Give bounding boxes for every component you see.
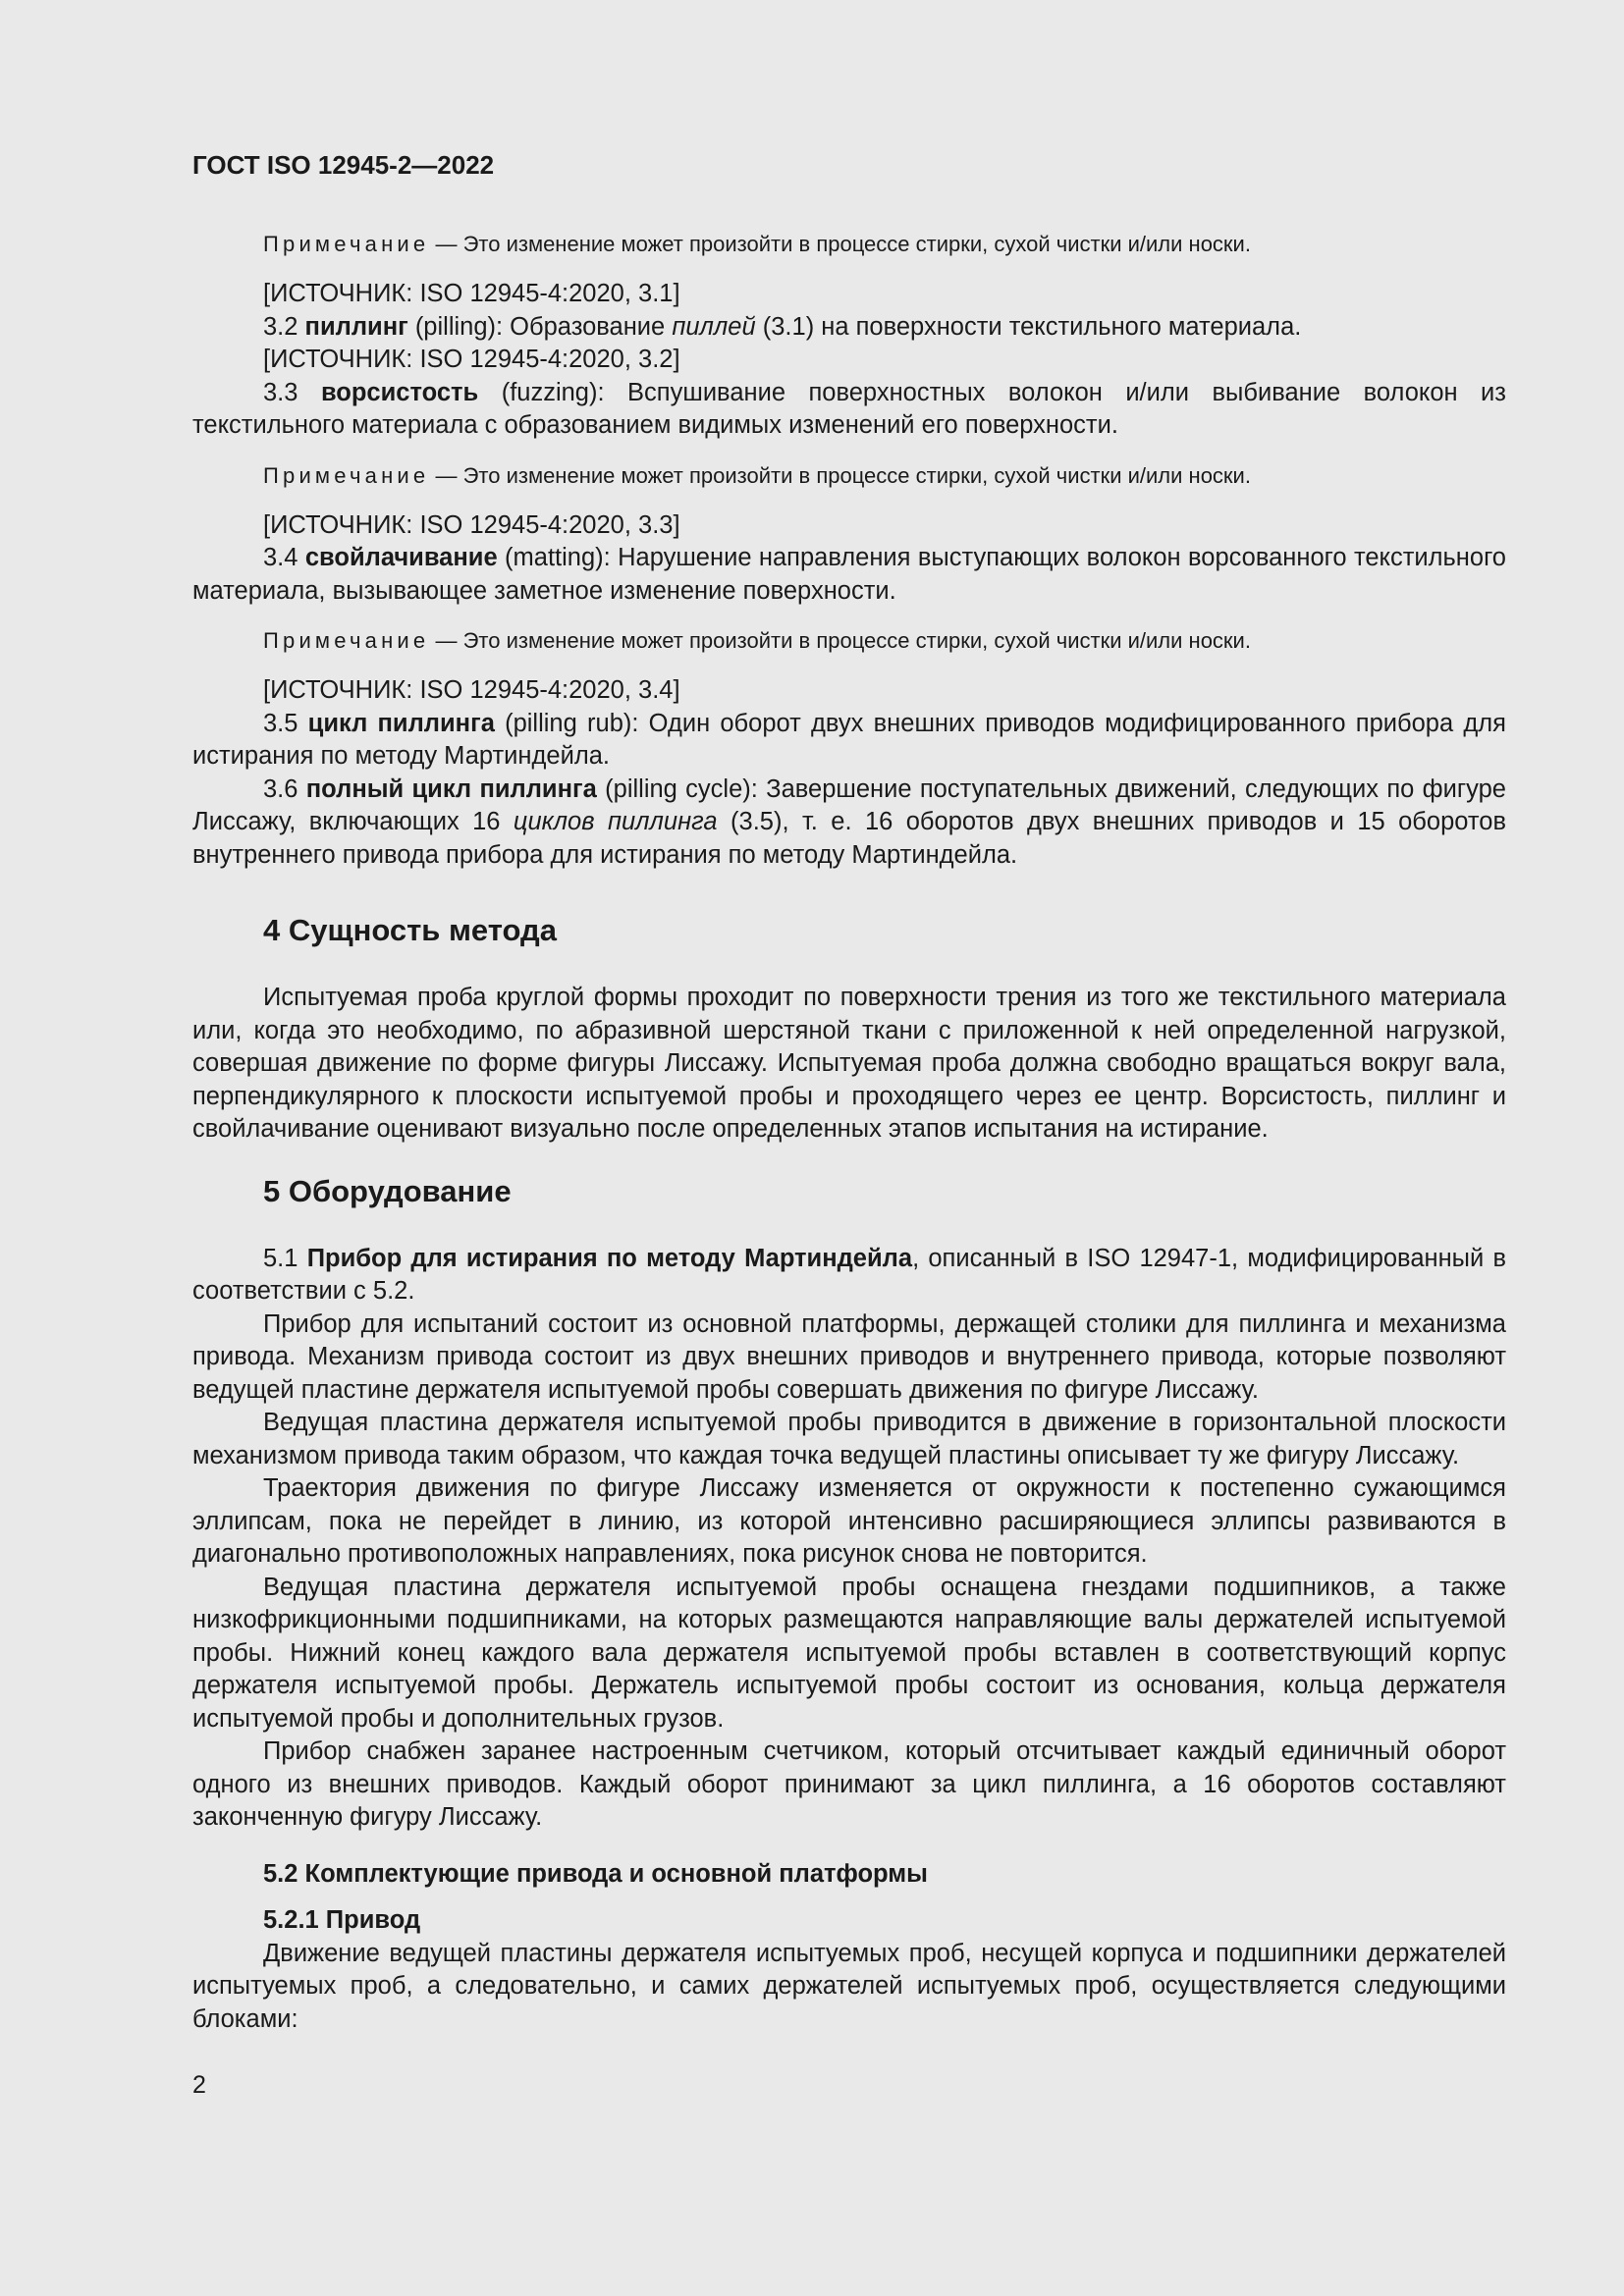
subsection-heading-5-2-1: 5.2.1 Привод (263, 1906, 421, 1934)
term-definition: (pilling rub): Один оборот двух внешних приводов модифицированного прибора для истирания по методу Мартиндейла. (192, 709, 1506, 770)
clause-number: 5.1 (263, 1244, 307, 1272)
note-label: Примечание (263, 232, 430, 256)
section-heading-4: 4 Сущность метода (263, 913, 557, 947)
term-definition: (fuzzing): Вспушивание поверхностных волокон и/или выбивание волокон из текстильного материала с образованием видимых изменений его поверхности. (192, 378, 1506, 439)
term-number: 3.6 (263, 774, 306, 803)
term-reference: пиллей (672, 312, 756, 341)
term-number: 3.2 (263, 312, 305, 341)
term-3-3 (192, 377, 1506, 443)
subsection-heading-5-2: 5.2 Комплектующие привода и основной платформы (263, 1859, 928, 1888)
paragraph-5-c: Траектория движения по фигуре Лиссажу изменяется от окружности к постепенно сужающимся эллипсам, пока не перейдет в линию, из которой интенсивно расширяющиеся эллипсы развиваются в диагонально противоположных направлениях, пока рисунок снова не повторится. (192, 1474, 1506, 1568)
term-definition-end: (3.5), т. е. 16 оборотов двух внешних приводов и 15 оборотов внутреннего привода прибора для истирания по методу Мартиндейла. (192, 808, 1506, 869)
term-reference: циклов пиллинга (513, 808, 718, 835)
paragraph-5-1 (192, 1243, 1506, 1308)
paragraph-5-a: Прибор для испытаний состоит из основной платформы, держащей столики для пиллинга и механизма привода. Механизм привода состоит из двух внешних приводов и внутреннего привода, которые позволяют ведущей пластине держателя испытуемой пробы совершать движения по фигуре Лиссажу. (192, 1309, 1506, 1404)
source-ref-3-1: [ИСТОЧНИК: ISO 12945-4:2020, 3.1] (263, 280, 680, 307)
paragraph-5-e: Прибор снабжен заранее настроенным счетчиком, который отсчитывает каждый единичный оборот одного из внешних приводов. Каждый оборот принимают за цикл пиллинга, а 16 оборотов составляют законченную фигуру Лиссажу. (192, 1737, 1506, 1831)
note-dash: — (429, 232, 463, 256)
clause-term: Прибор для истирания по методу Мартиндейла (306, 1244, 913, 1272)
paragraph-5-2-1: Движение ведущей пластины держателя испытуемых проб, несущей корпуса и подшипники держателей испытуемых проб, а следовательно, и самих держателей испытуемых проб, осуществляется следующими блоками: (192, 1939, 1506, 2033)
note-text: Это изменение может произойти в процессе стирки, сухой чистки и/или носки. (462, 462, 1251, 488)
paragraph-5-b: Ведущая пластина держателя испытуемой пробы приводится в движение в горизонтальной плоскости механизмом привода таким образом, что каждая точка ведущей пластины описывает ту же фигуру Лиссажу. (192, 1409, 1506, 1469)
term-definition-end: (3.1) на поверхности текстильного материала. (755, 312, 1302, 341)
section-heading-5: 5 Оборудование (263, 1173, 512, 1208)
page-content (192, 147, 1506, 2036)
source-ref-3-2: [ИСТОЧНИК: ISO 12945-4:2020, 3.2] (263, 346, 680, 373)
note-1 (263, 230, 1506, 259)
source-ref-3-4: [ИСТОЧНИК: ISO 12945-4:2020, 3.4] (263, 676, 680, 704)
paragraph-5-d: Ведущая пластина держателя испытуемой пробы оснащена гнездами подшипников, а также низкофрикционными подшипниками, на которых размещаются направляющие валы держателей испытуемой пробы. Нижний конец каждого вала держателя испытуемой пробы вставлен в соответствующий корпус держателя испытуемой пробы. Держатель испытуемой пробы состоит из основания, кольца держателя испытуемой пробы и дополнительных грузов. (192, 1573, 1506, 1733)
note-3 (263, 626, 1506, 656)
document-code-header: ГОСТ ISO 12945-2—2022 (192, 150, 495, 180)
note-2 (263, 461, 1506, 491)
term-number: 3.3 (263, 378, 321, 406)
term-name: свойлачивание (304, 544, 498, 571)
term-name: цикл пиллинга (307, 709, 495, 737)
term-3-6 (192, 774, 1506, 873)
note-dash: — (429, 628, 463, 653)
term-name: пиллинг (304, 312, 408, 341)
term-definition: (pilling cycle): Завершение поступательных движений, следующих по фигуре Лиссажу, включающих 16 (192, 774, 1506, 835)
term-3-4 (192, 542, 1506, 608)
term-3-5 (192, 708, 1506, 774)
term-name: полный цикл пиллинга (305, 774, 597, 803)
term-definition: (pilling): Образование (407, 312, 673, 341)
note-dash: — (429, 462, 463, 488)
note-text: Это изменение может произойти в процессе стирки, сухой чистки и/или носки. (462, 628, 1251, 653)
page-number: 2 (192, 2071, 206, 2099)
source-ref-3-3: [ИСТОЧНИК: ISO 12945-4:2020, 3.3] (263, 510, 680, 539)
term-number: 3.4 (263, 544, 305, 571)
note-label: Примечание (263, 628, 430, 653)
paragraph-4: Испытуемая проба круглой формы проходит по поверхности трения из того же текстильного материала или, когда это необходимо, по абразивной шерстяной ткани с приложенной к ней определенной нагрузкой, совершая движение по форме фигуры Лиссажу. Испытуемая проба должна свободно вращаться вокруг вала, перпендикулярного к плоскости испытуемой пробы и проходящего через ее центр. Ворсистость, пиллинг и свойлачивание оценивают визуально после определенных этапов испытания на истирание. (192, 984, 1506, 1143)
clause-text: , описанный в ISO 12947-1, модифицированный в соответствии с 5.2. (192, 1244, 1507, 1305)
term-number: 3.5 (263, 709, 308, 737)
note-text: Это изменение может произойти в процессе стирки, сухой чистки и/или носки. (462, 232, 1251, 256)
term-3-2 (192, 311, 1506, 345)
term-name: ворсистость (320, 378, 479, 406)
note-label: Примечание (263, 462, 430, 488)
term-definition: (matting): Нарушение направления выступающих волокон ворсованного текстильного материала, вызывающее заметное изменение поверхности. (192, 544, 1506, 605)
